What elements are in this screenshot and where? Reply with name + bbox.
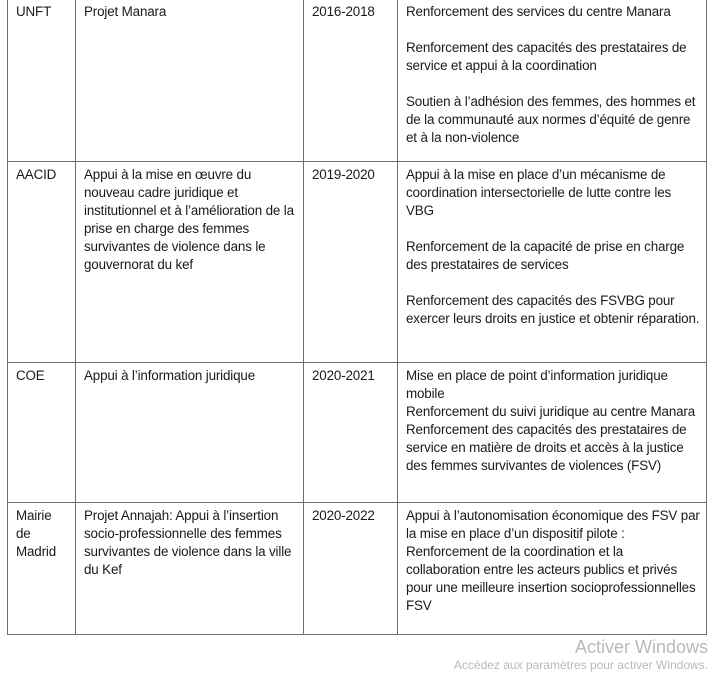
table-row (8, 503, 707, 635)
activity-item: Renforcement des capacités des FSVBG pour exercer leurs droits en justice et obtenir réparation. (406, 293, 700, 326)
table-row (8, 363, 707, 503)
activities-cell (398, 0, 707, 162)
activities-cell (398, 503, 707, 635)
organisation-cell: AACID (8, 162, 76, 363)
activity-item: Renforcement de la capacité de prise en charge des prestataires de services (406, 239, 685, 272)
activity-item: Renforcement de la coordination et la collaboration entre les acteurs publics et privés pour une meilleure insertion socioprofessionnelles FSV (406, 544, 696, 613)
table-row (8, 162, 707, 363)
windows-activation-watermark-title: Activer Windows (574, 637, 708, 657)
partners-table (7, 0, 707, 635)
activities-cell (398, 162, 707, 363)
windows-activation-watermark-subtitle: Accédez aux paramètres pour activer Windows. (453, 658, 708, 672)
activity-item: Soutien à l’adhésion des femmes, des hommes et de la communauté aux normes d’équité de genre et à la non-violence (406, 94, 696, 145)
project-cell: Projet Annajah: Appui à l’insertion socio-professionnelle des femmes survivantes de violence dans la ville du Kef (76, 503, 304, 635)
project-cell: Appui à l’information juridique (76, 363, 304, 503)
activities-cell (398, 363, 707, 503)
organisation-cell: UNFT (8, 0, 76, 162)
period-cell: 2019-2020 (304, 162, 398, 363)
activity-item: Appui à la mise en place d’un mécanisme de coordination intersectorielle de lutte contre les VBG (406, 167, 672, 218)
organisation-cell: Mairie de Madrid (8, 503, 76, 635)
period-cell: 2020-2022 (304, 503, 398, 635)
project-cell: Appui à la mise en œuvre du nouveau cadre juridique et institutionnel et à l’amélioration de la prise en charge des femmes survivantes de violence dans le gouvernorat du kef (76, 162, 304, 363)
organisation-cell: COE (8, 363, 76, 503)
period-cell: 2016-2018 (304, 0, 398, 162)
activity-item: Mise en place de point d’information juridique mobile (406, 368, 668, 401)
windows-activation-watermark (408, 636, 708, 673)
activity-item: Renforcement des services du centre Manara (406, 4, 671, 19)
activity-item: Renforcement des capacités des prestataires de service en matière de droits et accès à la justice des femmes survivantes de violences (FSV) (406, 422, 687, 473)
activity-item: Appui à l’autonomisation économique des FSV par la mise en place d’un dispositif pilote : (406, 508, 700, 541)
activity-item: Renforcement du suivi juridique au centre Manara (406, 404, 696, 419)
activity-item: Renforcement des capacités des prestataires de service et appui à la coordination (406, 40, 687, 73)
table-row (8, 0, 707, 162)
period-cell: 2020-2021 (304, 363, 398, 503)
project-cell: Projet Manara (76, 0, 304, 162)
